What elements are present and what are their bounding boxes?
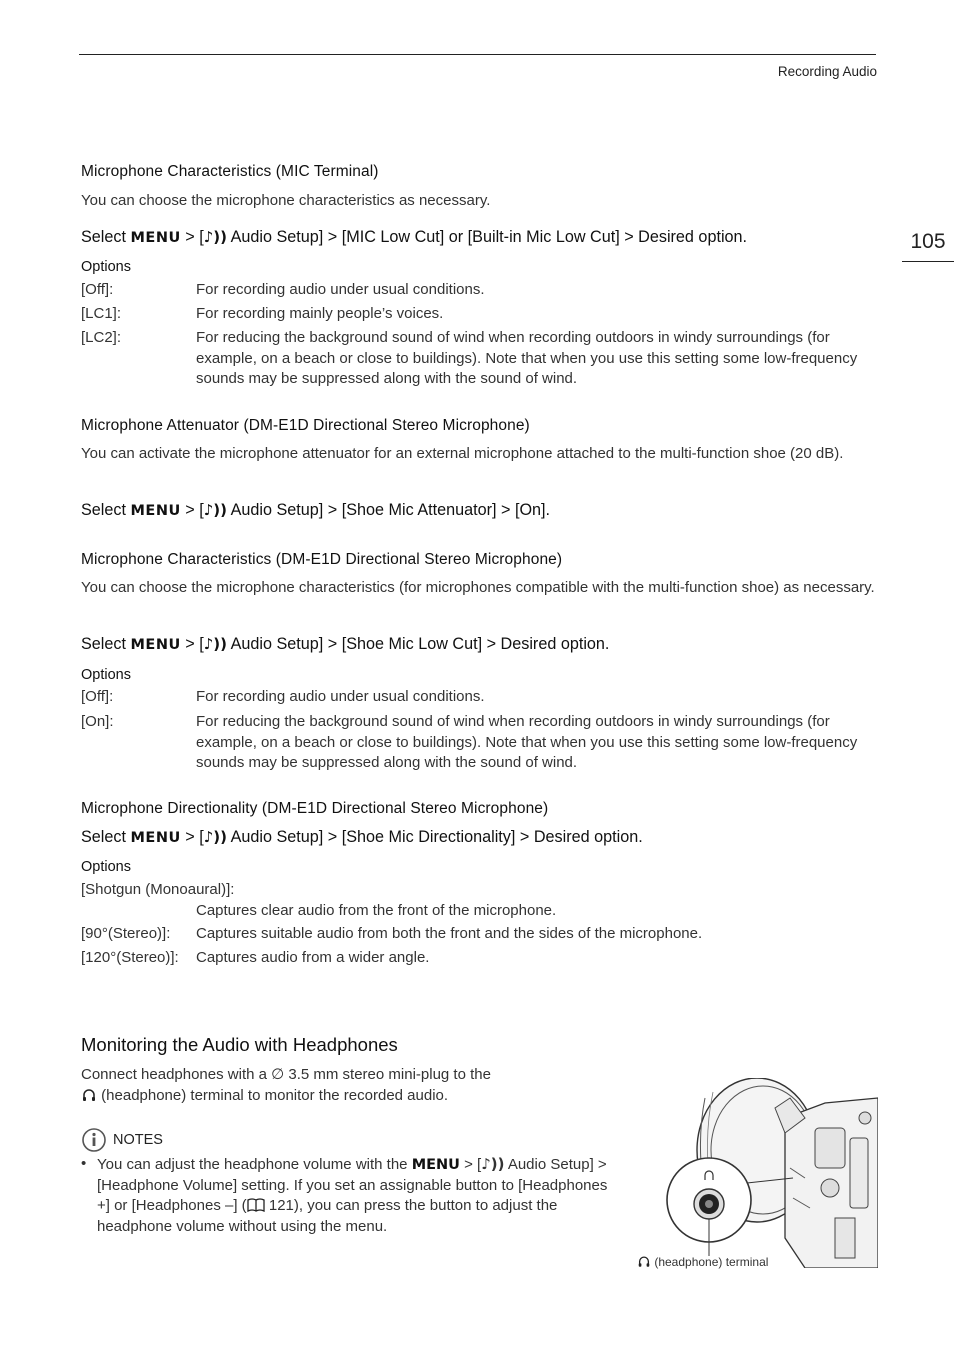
monitoring-line: Connect headphones with a ∅ 3.5 mm stereo mini-plug to the xyxy=(81,1066,491,1083)
figure-caption xyxy=(637,1255,768,1269)
section-heading-mic-terminal: Microphone Characteristics (MIC Terminal) xyxy=(81,163,379,180)
menu-button-glyph: MENU xyxy=(130,830,181,846)
select-text: > [ xyxy=(180,228,204,246)
running-header: Recording Audio xyxy=(777,64,877,79)
page-number-rule xyxy=(902,261,954,262)
option-key: [On]: xyxy=(81,713,114,730)
note-segment: You can adjust the headphone volume with the xyxy=(97,1156,412,1173)
select-text: Select xyxy=(81,635,131,653)
option-key: [Off]: xyxy=(81,281,114,298)
options-label: Options xyxy=(81,667,131,683)
music-note-icon: ♪)) xyxy=(203,501,227,519)
music-note-icon: ♪)) xyxy=(203,635,227,653)
select-text: Audio Setup] > [Shoe Mic Directionality] > Desired option. xyxy=(227,828,643,846)
menu-button-glyph: MENU xyxy=(411,1157,460,1173)
option-row xyxy=(81,687,875,708)
notes-heading xyxy=(81,1127,163,1153)
option-key: [LC1]: xyxy=(81,305,122,322)
option-row xyxy=(81,328,875,390)
option-desc: Captures suitable audio from both the front and the sides of the microphone. xyxy=(196,925,703,942)
menu-path xyxy=(81,501,550,520)
select-text: > [ xyxy=(180,635,204,653)
note-bullet xyxy=(81,1154,616,1237)
notes-label: NOTES xyxy=(113,1131,163,1148)
option-row xyxy=(81,880,875,921)
menu-path xyxy=(81,635,609,654)
header-rule xyxy=(79,54,876,55)
select-text: Select xyxy=(81,828,131,846)
camera-illustration xyxy=(665,1078,878,1268)
option-key: [120°(Stereo)]: xyxy=(81,949,179,966)
option-row xyxy=(81,712,875,774)
option-desc: Captures clear audio from the front of the microphone. xyxy=(196,901,557,919)
option-row xyxy=(81,948,875,969)
select-text: Audio Setup] > [Shoe Mic Attenuator] > [On]. xyxy=(227,501,551,519)
option-desc: For recording audio under usual conditions. xyxy=(196,688,485,705)
section-heading-attenuator: Microphone Attenuator (DM-E1D Directional Stereo Microphone) xyxy=(81,417,530,434)
page-number: 105 xyxy=(910,230,946,253)
music-note-icon: ♪)) xyxy=(203,228,227,246)
monitoring-intro xyxy=(81,1065,551,1106)
menu-button-glyph: MENU xyxy=(130,230,181,246)
menu-path xyxy=(81,228,747,247)
select-text: Audio Setup] > [Shoe Mic Low Cut] > Desired option. xyxy=(227,635,610,653)
info-icon xyxy=(81,1127,109,1153)
select-text: Audio Setup] > [MIC Low Cut] or [Built-in Mic Low Cut] > Desired option. xyxy=(227,228,748,246)
caption-text: (headphone) terminal xyxy=(651,1255,769,1269)
book-icon xyxy=(247,1198,265,1212)
select-text: Select xyxy=(81,501,131,519)
music-note-icon: ♪)) xyxy=(203,828,227,846)
option-key: [Shotgun (Monoaural)]: xyxy=(81,881,235,898)
section-intro: You can choose the microphone characteristics (for microphones compatible with the multi-function shoe) as necessary. xyxy=(81,579,875,596)
note-segment: > [ xyxy=(459,1156,482,1173)
section-heading-monitoring: Monitoring the Audio with Headphones xyxy=(81,1034,398,1055)
section-intro: You can activate the microphone attenuator for an external microphone attached to the multi-function shoe (20 dB). xyxy=(81,445,844,462)
menu-button-glyph: MENU xyxy=(130,637,181,653)
note-segment: Audio Setup] > [Headphone Volume] setting. If you set an assignable button to [Headphones +] or [Headphones –] ( xyxy=(97,1156,608,1214)
option-key: [Off]: xyxy=(81,688,114,705)
note-segment: 121), you can press the button to adjust the headphone volume without using the menu. xyxy=(97,1197,558,1235)
option-desc: Captures audio from a wider angle. xyxy=(196,949,430,966)
monitoring-line: (headphone) terminal to monitor the recorded audio. xyxy=(97,1086,449,1104)
bullet-dot: • xyxy=(81,1155,87,1172)
option-desc: For recording mainly people’s voices. xyxy=(196,305,444,322)
option-desc: For reducing the background sound of wind when recording outdoors in windy surroundings (for example, on a beach or close to buildings). Note that when you use this setting some low-frequency sounds may be suppressed along with the sound of wind. xyxy=(196,329,858,387)
section-intro: You can choose the microphone characteristics as necessary. xyxy=(81,192,491,209)
option-desc: For recording audio under usual conditions. xyxy=(196,281,485,298)
menu-path xyxy=(81,828,643,847)
music-note-icon: ♪)) xyxy=(481,1155,505,1173)
note-text xyxy=(97,1154,616,1237)
select-text: > [ xyxy=(180,828,204,846)
menu-button-glyph: MENU xyxy=(130,503,181,519)
option-row xyxy=(81,280,875,301)
section-heading-shoe-mic-characteristics: Microphone Characteristics (DM-E1D Directional Stereo Microphone) xyxy=(81,551,563,568)
select-text: > [ xyxy=(180,501,204,519)
select-text: Select xyxy=(81,228,131,246)
headphone-icon xyxy=(637,1255,651,1268)
option-row xyxy=(81,924,875,945)
options-label: Options xyxy=(81,259,131,275)
option-desc: For reducing the background sound of wind when recording outdoors in windy surroundings (for example, on a beach or close to buildings). Note that when you use this setting some low-frequency sounds may be suppressed along with the sound of wind. xyxy=(196,713,858,771)
headphone-icon xyxy=(81,1088,97,1102)
section-heading-directionality: Microphone Directionality (DM-E1D Directional Stereo Microphone) xyxy=(81,800,549,817)
options-label: Options xyxy=(81,859,131,875)
option-key: [90°(Stereo)]: xyxy=(81,925,171,942)
option-key: [LC2]: xyxy=(81,329,122,346)
option-row xyxy=(81,304,875,325)
